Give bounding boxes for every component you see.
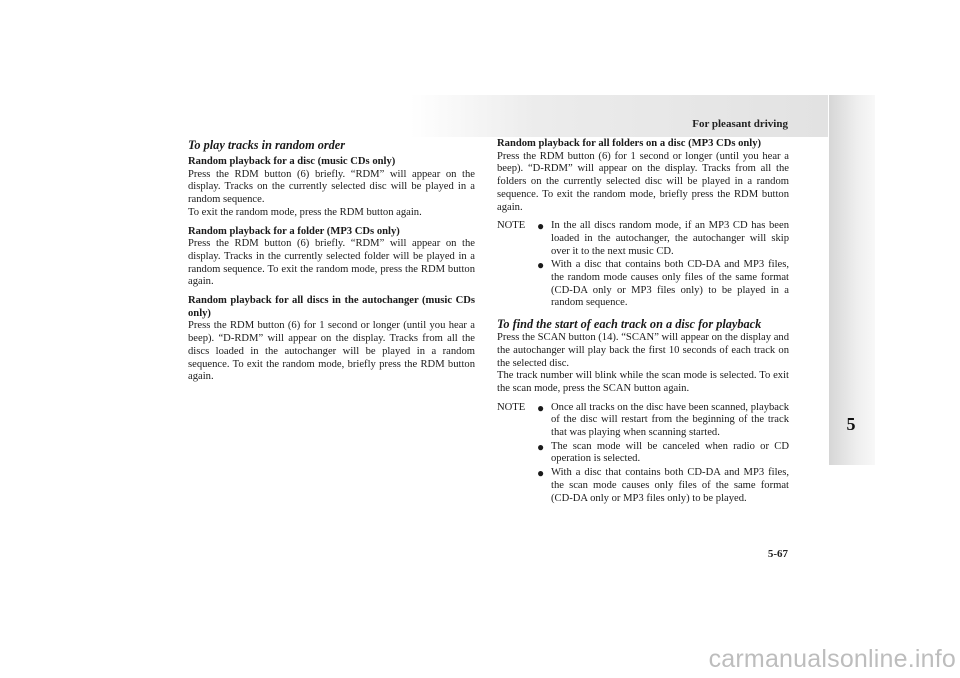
paragraph: Press the RDM button (6) briefly. “RDM” will appear on the display. Tracks in the currently selected folder will be played in a random sequence. To exit the random mode, press the RDM button again. <box>188 238 475 288</box>
sub-heading: Random playback for all folders on a disc (MP3 CDs only) <box>497 138 762 149</box>
running-header: For pleasant driving <box>692 118 788 130</box>
note-scan <box>497 402 789 507</box>
paragraph: To exit the random mode, press the RDM button again. <box>188 206 422 218</box>
note-text: Once all tracks on the disc have been scanned, playback of the disc will restart from the beginning of the track that was playing when scanning started. <box>551 401 789 439</box>
list-item <box>537 441 789 466</box>
block-random-all-folders <box>497 138 789 214</box>
paragraph: Press the SCAN button (14). “SCAN” will appear on the display and the autochanger will play back the first 10 seconds of each track on the selected disc. <box>497 332 789 369</box>
left-column <box>188 138 475 390</box>
note-label: NOTE <box>497 401 526 413</box>
bullet-icon: ● <box>537 439 545 454</box>
note-text: In the all discs random mode, if an MP3 CD has been loaded in the autochanger, the autochanger will skip over it to the next music CD. <box>551 220 789 257</box>
bullet-icon: ● <box>537 466 545 481</box>
bullet-icon: ● <box>537 258 545 273</box>
bullet-icon: ● <box>537 400 545 415</box>
sub-heading: Random playback for a folder (MP3 CDs only) <box>188 225 400 237</box>
paragraph: Press the RDM button (6) for 1 second or longer (until you hear a beep). “D-RDM” will appear on the display. Tracks from all the discs loaded in the autochanger will be played in a random sequence. To exit the random mode, briefly press the RDM button again. <box>188 320 475 383</box>
section-title-random: To play tracks in random order <box>188 138 346 152</box>
chapter-tab-number: 5 <box>846 414 856 434</box>
block-scan <box>497 332 789 396</box>
sub-heading: Random playback for a disc (music CDs only) <box>188 156 396 167</box>
section-title-scan: To find the start of each track on a disc for playback <box>497 317 762 332</box>
page-number: 5-67 <box>767 548 788 560</box>
right-column <box>497 138 789 512</box>
header-band <box>410 95 828 137</box>
list-item <box>537 220 789 258</box>
bullet-icon: ● <box>537 219 545 234</box>
note-label: NOTE <box>497 220 526 232</box>
block-random-disc <box>188 156 475 220</box>
list-item <box>537 259 789 310</box>
note-text: With a disc that contains both CD-DA and MP3 files, the random mode causes only files of the same format (CD-DA only or MP3 files only) to be played in a random sequence. <box>551 259 789 309</box>
list-item <box>537 467 789 505</box>
note-text: The scan mode will be canceled when radio or CD operation is selected. <box>551 440 789 465</box>
block-random-folder <box>188 226 475 290</box>
sub-heading: Random playback for all discs in the autochanger (music CDs only) <box>188 295 475 319</box>
paragraph: Press the RDM button (6) for 1 second or longer (until you hear a beep). “D-RDM” will appear on the display. Tracks from all the folders on the currently selected disc will be played in a random sequence. To exit the random mode, briefly press the RDM button again. <box>497 150 789 213</box>
block-random-all-discs <box>188 295 475 384</box>
note-list <box>537 220 789 311</box>
note-list <box>537 402 789 507</box>
watermark: carmanualsonline.info <box>708 645 956 673</box>
note-text: With a disc that contains both CD-DA and MP3 files, the scan mode causes only files of the same format (CD-DA only or MP3 files only) to be played. <box>551 467 789 504</box>
paragraph: Press the RDM button (6) briefly. “RDM” will appear on the display. Tracks on the currently selected disc will be played in a random sequence. <box>188 168 475 206</box>
chapter-tab <box>829 95 875 465</box>
list-item <box>537 402 789 440</box>
note-random <box>497 220 789 311</box>
paragraph: The track number will blink while the scan mode is selected. To exit the scan mode, press the SCAN button again. <box>497 370 789 394</box>
